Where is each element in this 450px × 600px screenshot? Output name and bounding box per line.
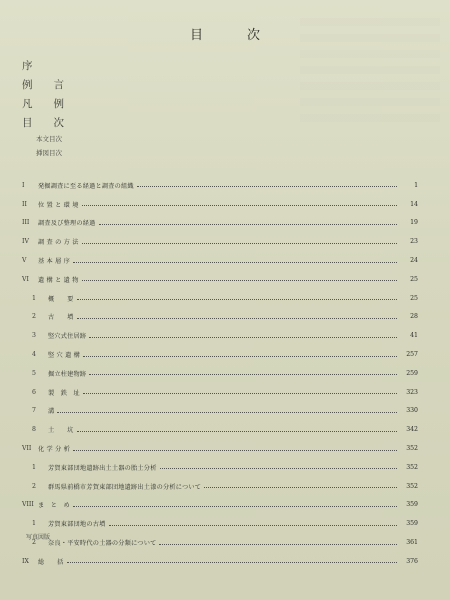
- toc-number: II: [22, 200, 27, 208]
- dot-leader: [204, 486, 397, 488]
- toc-entry: [22, 195, 418, 214]
- toc-page-number: 19: [410, 219, 418, 227]
- dot-leader: [73, 505, 397, 507]
- toc-entry: [22, 439, 418, 458]
- dot-leader: [73, 449, 397, 451]
- toc-entry: [22, 176, 418, 195]
- toc-page-number: 323: [406, 388, 418, 396]
- table-of-contents: [22, 176, 418, 571]
- dot-leader: [83, 355, 397, 357]
- toc-page-number: 352: [406, 463, 418, 471]
- toc-subentry: [22, 420, 418, 439]
- toc-subentry: [22, 364, 418, 383]
- toc-label: 芳賀東部団地遺跡出土土器の胎土分析: [48, 464, 157, 472]
- toc-subentry: [22, 477, 418, 496]
- front-matter-item: 凡 例: [22, 98, 64, 110]
- dot-leader: [99, 223, 398, 225]
- toc-number: V: [22, 257, 27, 265]
- toc-label: 群馬県前橋市芳賀東部団地遺跡出土漆の分析について: [48, 483, 202, 491]
- toc-subentry: [22, 326, 418, 345]
- toc-page-number: 359: [406, 520, 418, 528]
- toc-number: IX: [22, 557, 29, 565]
- toc-entry: [22, 214, 418, 233]
- toc-number: VII: [22, 445, 32, 453]
- toc-page-number: 23: [410, 238, 418, 246]
- toc-label: ま と め: [38, 502, 70, 510]
- toc-label: 調査及び整理の経過: [38, 220, 96, 228]
- toc-number: 6: [32, 388, 36, 396]
- toc-page-number: 257: [406, 351, 418, 359]
- toc-number: 2: [32, 482, 36, 490]
- toc-label: 位 置 と 環 境: [38, 201, 79, 209]
- toc-page-number: 361: [406, 539, 418, 547]
- toc-page-number: 376: [406, 557, 418, 565]
- toc-page-number: 41: [410, 332, 418, 340]
- dot-leader: [109, 524, 398, 526]
- toc-number: IV: [22, 238, 29, 246]
- dot-leader: [77, 298, 397, 300]
- front-matter-item: 目 次: [22, 117, 64, 129]
- dot-leader: [73, 261, 397, 263]
- toc-page-number: 259: [406, 369, 418, 377]
- toc-subentry: [22, 345, 418, 364]
- toc-page-number: 330: [406, 407, 418, 415]
- front-matter-item: 例 言: [22, 79, 64, 91]
- toc-label: 製 鉄 址: [48, 389, 80, 397]
- toc-number: 1: [32, 294, 36, 302]
- toc-page-number: 24: [410, 257, 418, 265]
- toc-subentry: [22, 458, 418, 477]
- toc-subentry: [22, 402, 418, 421]
- dot-leader: [83, 392, 397, 394]
- dot-leader: [160, 467, 397, 469]
- toc-page-number: 352: [406, 445, 418, 453]
- toc-number: 5: [32, 369, 36, 377]
- toc-label: 化 学 分 析: [38, 446, 71, 454]
- toc-number: 7: [32, 407, 36, 415]
- title-char-2: 次: [247, 28, 261, 43]
- toc-subentry: [22, 383, 418, 402]
- toc-label: 概 要: [48, 295, 74, 303]
- toc-entry: [22, 270, 418, 289]
- dot-leader: [89, 336, 397, 338]
- toc-number: 3: [32, 332, 36, 340]
- toc-subentry: [22, 533, 418, 552]
- dot-leader: [57, 411, 397, 413]
- front-matter-subitem: 挿図目次: [36, 149, 62, 157]
- toc-label: 基 本 層 序: [38, 258, 71, 266]
- toc-entry: [22, 251, 418, 270]
- toc-number: 2: [32, 313, 36, 321]
- toc-label: 竪穴式住居跡: [48, 333, 87, 341]
- dot-leader: [77, 317, 397, 319]
- front-matter-subitem: 本文目次: [36, 135, 62, 143]
- toc-entry: [22, 496, 418, 515]
- toc-page-number: 1: [414, 181, 418, 189]
- toc-number: 1: [32, 463, 36, 471]
- toc-number: VIII: [22, 501, 34, 509]
- toc-number: 8: [32, 426, 36, 434]
- toc-number: 1: [32, 520, 36, 528]
- toc-subentry: [22, 514, 418, 533]
- toc-page-number: 359: [406, 501, 418, 509]
- toc-page-number: 25: [410, 294, 418, 302]
- dot-leader: [82, 204, 397, 206]
- toc-label: 総 括: [38, 558, 64, 566]
- toc-number: 4: [32, 351, 36, 359]
- footer-note: 写真図版: [26, 534, 51, 541]
- toc-number: III: [22, 219, 30, 227]
- toc-label: 土 坑: [48, 427, 74, 435]
- toc-number: VI: [22, 275, 29, 283]
- toc-label: 調 査 の 方 法: [38, 239, 79, 247]
- toc-subentry: [22, 289, 418, 308]
- toc-label: 遺 構 と 遺 物: [38, 276, 79, 284]
- toc-page-number: 28: [410, 313, 418, 321]
- toc-label: 奈良・平安時代の土器の分類について: [48, 540, 157, 548]
- toc-entry: [22, 232, 418, 251]
- toc-label: 芳賀東部団地の古墳: [48, 521, 106, 529]
- toc-page-number: 25: [410, 275, 418, 283]
- toc-label: 竪 穴 遺 構: [48, 352, 81, 360]
- dot-leader: [89, 373, 397, 375]
- dot-leader: [82, 279, 397, 281]
- page-title: [0, 24, 450, 44]
- toc-label: 溝: [48, 408, 55, 416]
- toc-entry: [22, 552, 418, 571]
- toc-page-number: 14: [410, 200, 418, 208]
- dot-leader: [77, 430, 397, 432]
- toc-label: 掘立柱建物跡: [48, 370, 87, 378]
- toc-page-number: 352: [406, 482, 418, 490]
- toc-number: I: [22, 181, 25, 189]
- toc-subentry: [22, 308, 418, 327]
- front-matter-item: 序: [22, 60, 33, 72]
- dot-leader: [159, 543, 397, 545]
- toc-label: 発掘調査に至る経過と調査の組織: [38, 182, 134, 190]
- toc-page-number: 342: [406, 426, 418, 434]
- dot-leader: [82, 242, 397, 244]
- toc-number: 2: [32, 539, 36, 547]
- toc-label: 古 墳: [48, 314, 74, 322]
- dot-leader: [137, 185, 397, 187]
- title-char-1: 目: [189, 28, 203, 43]
- front-matter: [22, 58, 64, 162]
- dot-leader: [67, 561, 397, 563]
